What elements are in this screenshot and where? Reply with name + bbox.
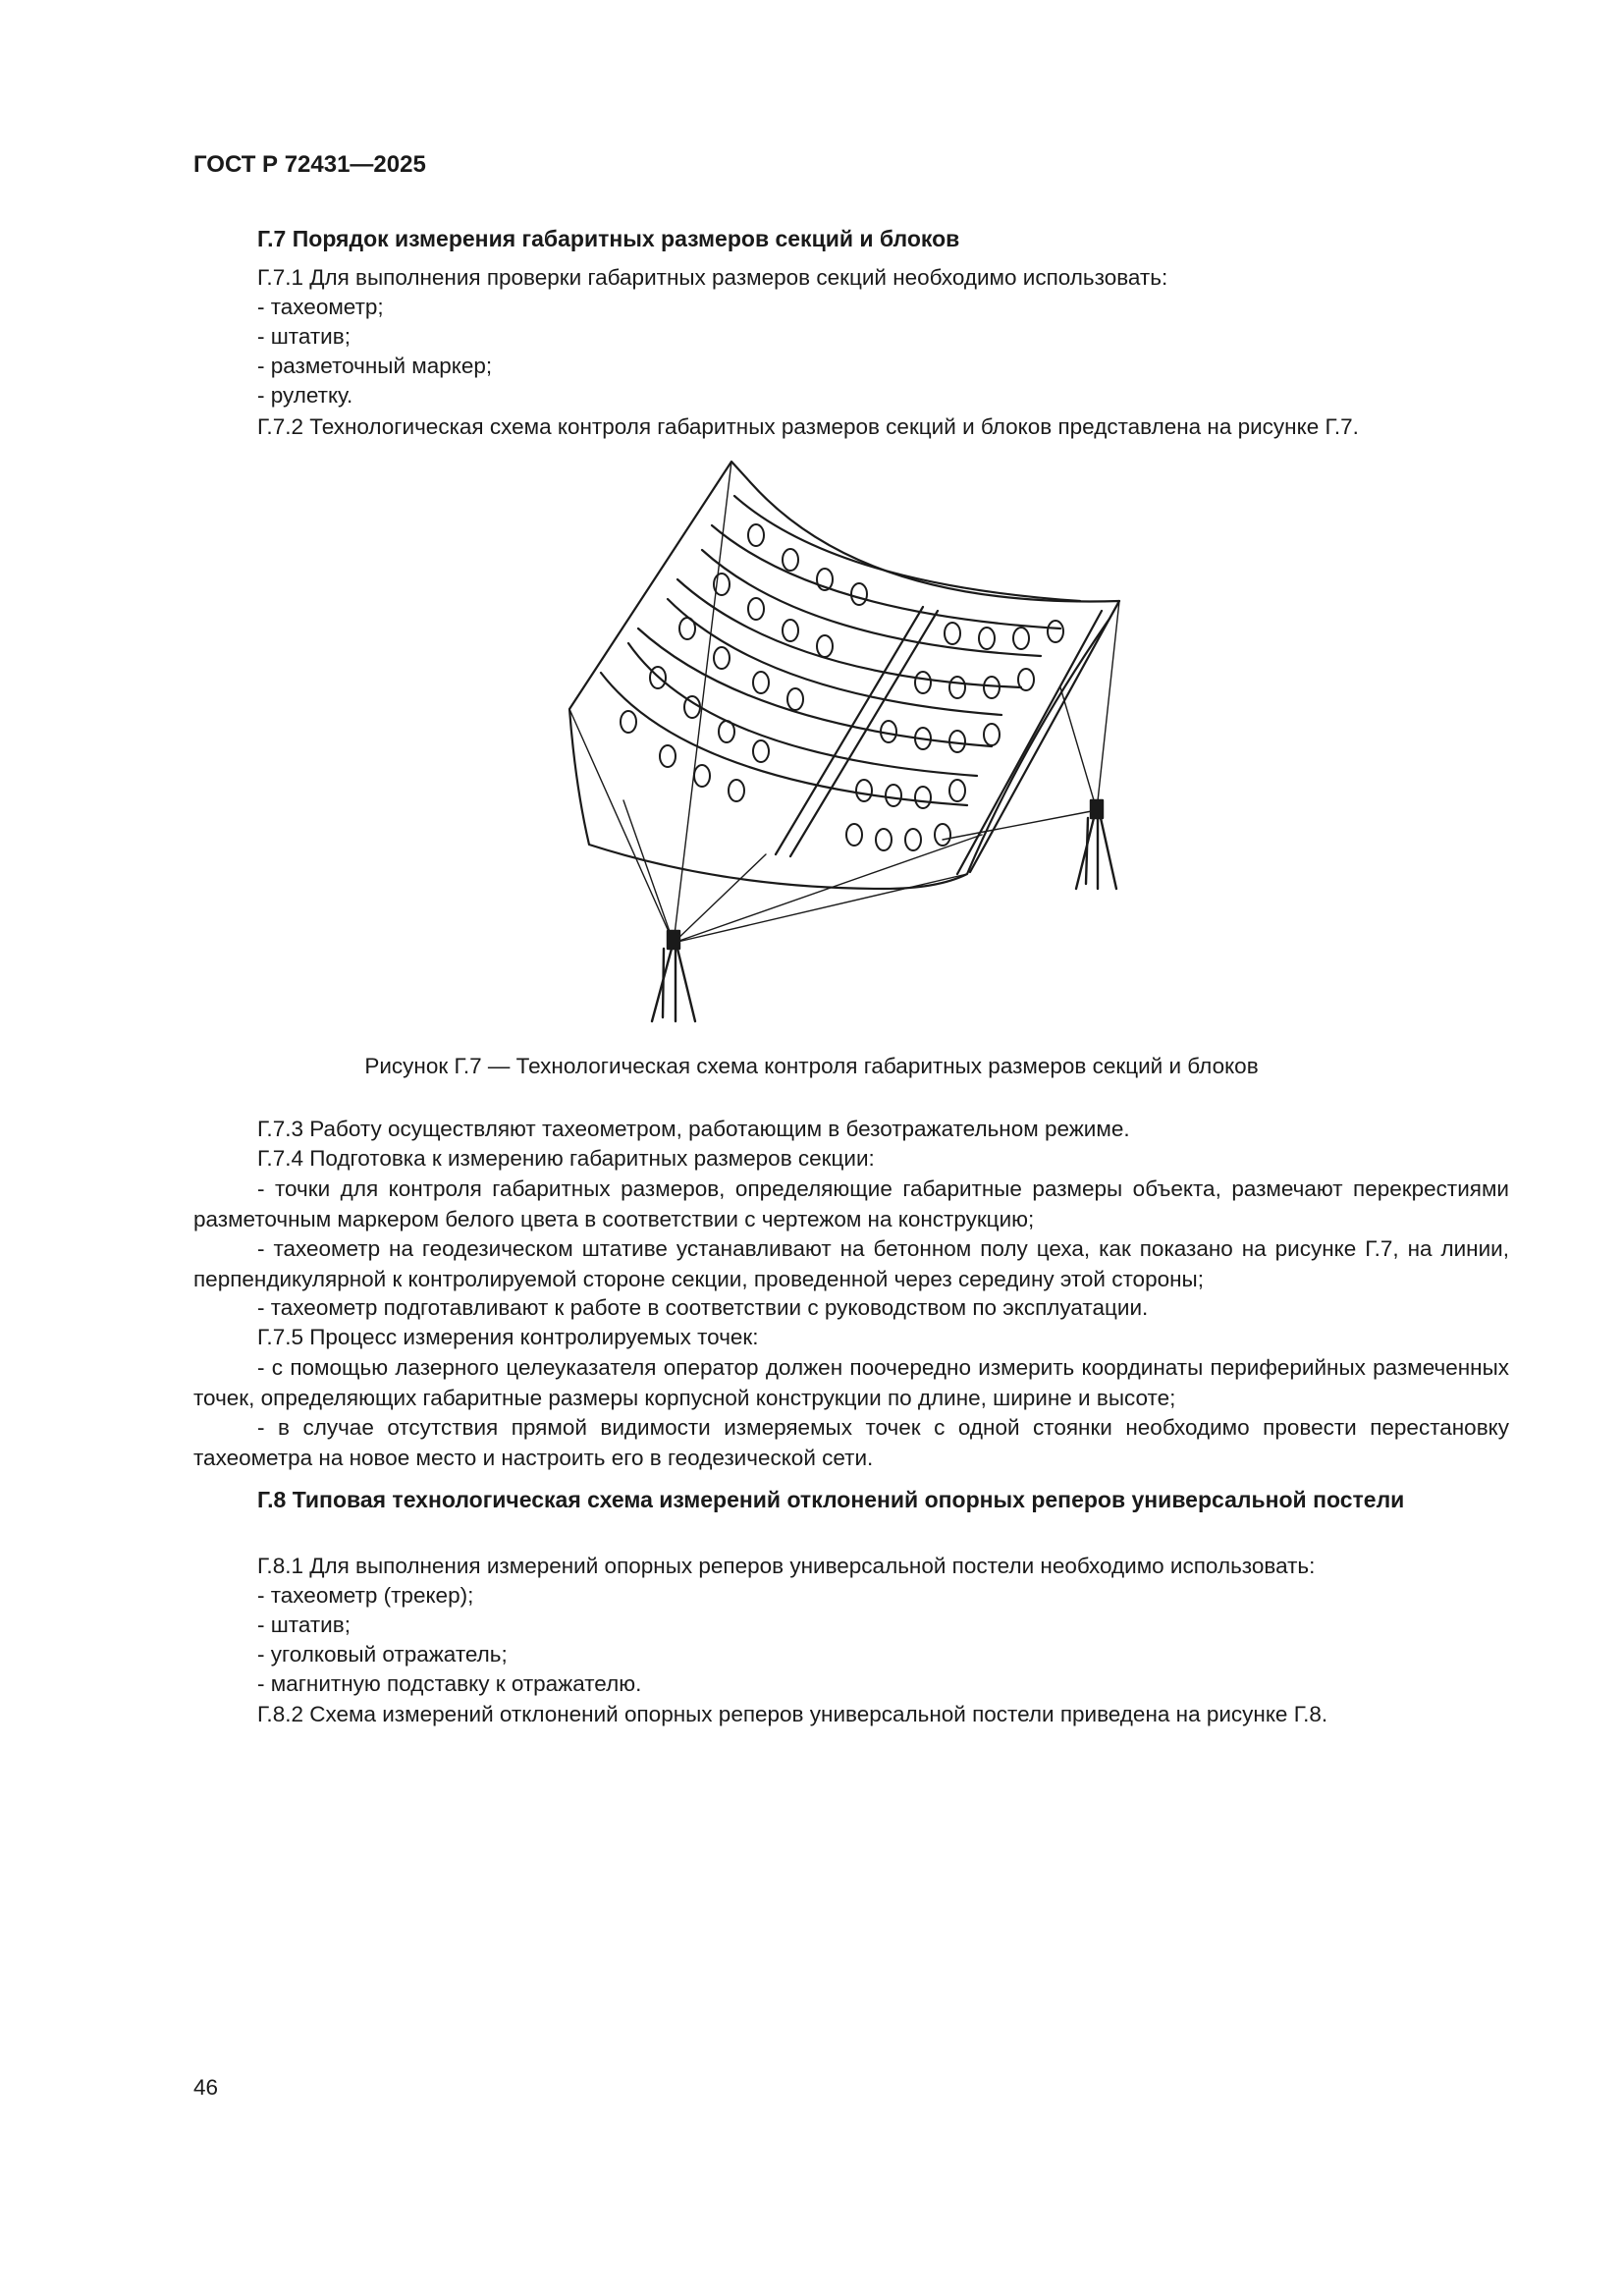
list-item: - штатив; (257, 1613, 351, 1637)
bullet-paragraph: - тахеометр на геодезическом штативе устанавливают на бетонном полу цеха, как показано на рисунке Г.7, на линии, перпендикулярной к контролируемой стороне секции, проведенной через середину этой стороны; (193, 1236, 1509, 1291)
page-number: 46 (193, 2075, 219, 2100)
list-item: - рулетку. (257, 383, 353, 408)
section-g8-heading: Г.8 Типовая технологическая схема измерений отклонений опорных реперов универсальной постели (257, 1487, 1405, 1512)
bullet-paragraph: - в случае отсутствия прямой видимости измеряемых точек с одной стоянки необходимо провести перестановку тахеометра на новое место и настроить его в геодезической сети. (193, 1415, 1509, 1470)
stringer-4b (734, 496, 1080, 601)
stringer-1 (601, 673, 967, 805)
tachymeter-tripod-left (652, 931, 695, 1021)
paragraph-g7-2: Г.7.2 Технологическая схема контроля габаритных размеров секций и блоков представлена на рисунке Г.7. (257, 414, 1359, 439)
section-outline (569, 462, 1119, 889)
bullet-paragraph: - точки для контроля габаритных размеров, определяющие габаритные размеры объекта, размечают перекрестиями разметочным маркером белого цвета в соответствии с чертежом на конструкцию; (193, 1176, 1509, 1231)
document-id-header: ГОСТ Р 72431—2025 (193, 151, 426, 178)
transverse-frame (776, 607, 923, 854)
figure-g7-diagram (0, 0, 1623, 1041)
bullet-paragraph: - с помощью лазерного целеуказателя оператор должен поочередно измерить координаты периферийных размеченных точек, определяющих габаритные размеры корпусной конструкции по длине, ширине и высоте; (193, 1355, 1509, 1410)
list-item: - уголковый отражатель; (257, 1642, 508, 1667)
bullet-line: - тахеометр подготавливают к работе в соответствии с руководством по эксплуатации. (257, 1295, 1149, 1320)
paragraph-g7-1: Г.7.1 Для выполнения проверки габаритных размеров секций необходимо использовать: (257, 265, 1168, 290)
paragraph-g8-1: Г.8.1 Для выполнения измерений опорных реперов универсальной постели необходимо использовать: (257, 1554, 1316, 1578)
paragraph-g7-5: Г.7.5 Процесс измерения контролируемых точек: (257, 1325, 759, 1349)
figure-caption: Рисунок Г.7 — Технологическая схема контроля габаритных размеров секций и блоков (364, 1054, 1259, 1078)
list-item: - магнитную подставку к отражателю. (257, 1671, 642, 1696)
paragraph-g7-4: Г.7.4 Подготовка к измерению габаритных размеров секции: (257, 1146, 875, 1171)
section-g7-heading: Г.7 Порядок измерения габаритных размеров секций и блоков (257, 226, 960, 251)
paragraph-g8-2: Г.8.2 Схема измерений отклонений опорных реперов универсальной постели приведена на рисунке Г.8. (257, 1702, 1328, 1726)
list-item: - тахеометр; (257, 295, 384, 319)
list-item: - разметочный маркер; (257, 354, 493, 378)
stringer-1b (628, 643, 977, 776)
sight-lines (569, 462, 1119, 943)
paragraph-g7-3: Г.7.3 Работу осуществляют тахеометром, работающим в безотражательном режиме. (257, 1117, 1130, 1141)
list-item: - штатив; (257, 324, 351, 349)
list-item: - тахеометр (трекер); (257, 1583, 474, 1608)
